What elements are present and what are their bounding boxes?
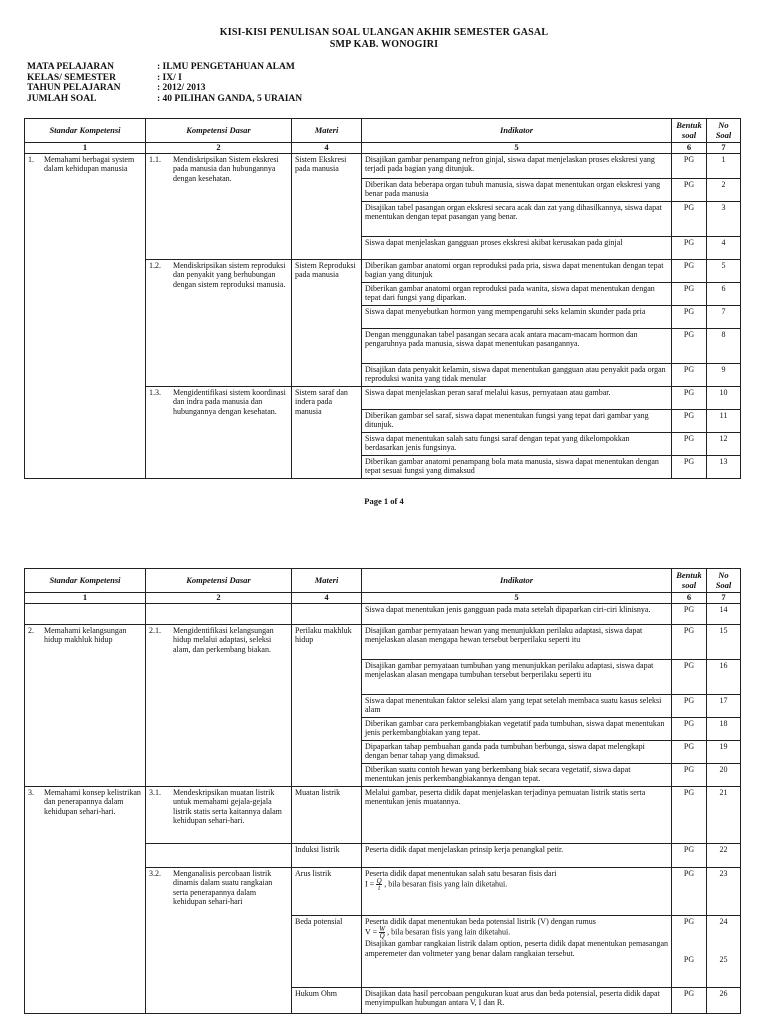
- kd-cell: [146, 868, 292, 1014]
- kd-cell: [146, 625, 292, 787]
- bentuk-cell: PG: [672, 433, 707, 456]
- meta-row: [27, 62, 302, 73]
- sk-num: 3.: [28, 788, 34, 797]
- indikator-cell: Diberikan gambar sel saraf, siswa dapat menentukan fungsi yang tepat dari gambar yang ditunjuk.: [362, 410, 672, 433]
- no-cell: [707, 916, 741, 988]
- doc-title-line2: SMP KAB. WONOGIRI: [329, 39, 439, 50]
- bentuk-cell: PG: [672, 410, 707, 433]
- fraction: [379, 926, 385, 939]
- sk-cell: [25, 625, 146, 787]
- kd-text: Mengidentifikasi kelangsungan hidup melalui adaptasi, seleksi alam, dan perkembang biakan.: [173, 626, 274, 654]
- col-sk: Standar Kompetensi: [25, 569, 146, 593]
- table-row: [25, 604, 741, 625]
- indikator-cell: Siswa dapat menentukan jenis gangguan pada mata setelah dipaparkan ciri-ciri klinisnya.: [362, 604, 672, 625]
- table-row: [25, 154, 741, 179]
- bentuk-cell: PG: [672, 202, 707, 237]
- meta-key: MATA PELAJARAN: [27, 62, 114, 72]
- column-number-row: [25, 143, 741, 154]
- kd-text: Mendeskripsikan muatan listrik untuk memahami gejala-gejala listrik statis serta kaitannya dalam kehidupan sehari-hari.: [173, 788, 282, 826]
- materi-cell: Muatan listrik: [292, 787, 362, 844]
- no-cell: 7: [707, 306, 741, 329]
- indikator-cell: Dengan menggunakan tabel pasangan secara acak antara macam-macam hormon dan pengaruhnya pada manusia, siswa dapat menentukan pasangannya.: [362, 329, 672, 364]
- kd-num: 3.2.: [149, 869, 161, 878]
- materi-cell: Sistem Reproduksi pada manusia: [292, 260, 362, 387]
- indikator-text: Peserta didik dapat menentukan beda potensial listrik (V) dengan rumus: [365, 917, 596, 926]
- bentuk-cell: PG: [672, 844, 707, 868]
- kd-cell: [146, 387, 292, 479]
- kd-cell: [146, 260, 292, 387]
- no-cell: 6: [707, 283, 741, 306]
- bentuk-cell: PG: [672, 283, 707, 306]
- bentuk-cell: PG: [672, 868, 707, 916]
- no-cell: 17: [707, 695, 741, 718]
- indikator-cell: Siswa dapat menyebutkan hormon yang mempengaruhi seks kelamin skunder pada pria: [362, 306, 672, 329]
- meta-value: : ILMU PENGETAHUAN ALAM: [157, 62, 295, 72]
- no-cell: 14: [707, 604, 741, 625]
- frac-bottom: Q: [379, 932, 385, 941]
- meta-row: [27, 83, 302, 94]
- kd-num: 1.2.: [149, 261, 161, 270]
- column-number-row: [25, 593, 741, 604]
- fraction: [376, 878, 382, 891]
- sk-num: 1.: [28, 155, 34, 164]
- kd-text: Mendiskripsikan sistem reproduksi dan penyakit yang berhubungan dengan sistem reproduksi manusia.: [173, 261, 286, 289]
- no-cell: 11: [707, 410, 741, 433]
- colnum: 7: [707, 143, 741, 154]
- bentuk-cell: PG: [672, 764, 707, 787]
- materi-cell: Arus listrik: [292, 868, 362, 916]
- colnum: 6: [672, 143, 707, 154]
- no-cell: 15: [707, 625, 741, 660]
- bentuk-cell: PG: [672, 787, 707, 844]
- kd-text: Mendiskripsikan Sistem ekskresi pada manusia dan hubungannya dengan kesehatan.: [173, 155, 279, 183]
- kd-num: 3.1.: [149, 788, 161, 797]
- indikator-cell: [362, 868, 672, 916]
- bentuk-cell: PG: [672, 695, 707, 718]
- sk-cell: [25, 787, 146, 1014]
- bentuk-cell: PG: [672, 364, 707, 387]
- colnum: 4: [292, 143, 362, 154]
- indikator-cell: Disajikan gambar pernyataan tumbuhan yang menunjukkan perilaku adaptasi, siswa dapat menjelaskan alasan mengapa tumbuhan tersebut berperilaku seperti itu: [362, 660, 672, 695]
- meta-key: JUMLAH SOAL: [27, 93, 97, 104]
- kd-num: 1.3.: [149, 388, 161, 397]
- col-no: No Soal: [707, 569, 741, 593]
- bentuk-cell: PG: [672, 306, 707, 329]
- colnum: 6: [672, 593, 707, 604]
- formula-lhs: V =: [365, 927, 378, 937]
- no-cell: 20: [707, 764, 741, 787]
- table-header-row: [25, 569, 741, 593]
- meta-value: : IX/ I: [157, 72, 182, 83]
- indikator-text: Peserta didik dapat menentukan salah satu besaran fisis dari: [365, 869, 557, 878]
- indikator-cell: Diberikan gambar cara perkembangbiakan vegetatif pada tumbuhan, siswa dapat menentukan jenis perkembangbiakan yang tepat.: [362, 718, 672, 741]
- no-cell: 21: [707, 787, 741, 844]
- col-no: No Soal: [707, 119, 741, 143]
- kd-cell: [146, 154, 292, 260]
- bentuk-cell: PG: [672, 604, 707, 625]
- bentuk-cell: PG: [672, 660, 707, 695]
- no-cell: 22: [707, 844, 741, 868]
- kd-cell: [146, 787, 292, 844]
- meta-value: : 2012/ 2013: [157, 83, 206, 93]
- sk-cell: [25, 604, 146, 625]
- bentuk-cell: [672, 916, 707, 988]
- colnum: 2: [146, 593, 292, 604]
- bentuk-cell: PG: [672, 154, 707, 179]
- page-footer: Page 1 of 4: [364, 496, 404, 506]
- col-materi: Materi: [292, 119, 362, 143]
- indikator-cell: Diberikan suatu contoh hewan yang berkembang biak secara vegetatif, siswa dapat menentukan jenis perkembangbiakannya dengan tepat.: [362, 764, 672, 787]
- kd-num: 1.1.: [149, 155, 161, 164]
- no-cell: 26: [707, 988, 741, 1014]
- materi-cell: Hukum Ohm: [292, 988, 362, 1014]
- no-cell: 10: [707, 387, 741, 410]
- colnum: 2: [146, 143, 292, 154]
- col-indikator: Indikator: [362, 569, 672, 593]
- bentuk-value: PG: [683, 954, 695, 964]
- frac-bottom: t: [376, 884, 382, 891]
- indikator-cell: Siswa dapat menentukan salah satu fungsi saraf dengan tepat yang dikelompokkan berdasarkan jenis fungsinya.: [362, 433, 672, 456]
- col-bentuk: Bentuk soal: [672, 119, 707, 143]
- bentuk-cell: PG: [672, 237, 707, 260]
- indikator-text: , bila besaran fisis yang lain diketahui.: [387, 927, 511, 937]
- meta-key: TAHUN PELAJARAN: [27, 83, 121, 93]
- bentuk-cell: PG: [672, 625, 707, 660]
- indikator-text: , bila besaran fisis yang lain diketahui.: [384, 879, 508, 889]
- kisi-table-page1: [24, 118, 741, 479]
- sk-text: Memahami berbagai system dalam kehidupan manusia: [44, 155, 135, 174]
- indikator-cell: Disajikan tabel pasangan organ ekskresi secara acak dan zat yang dihasilkannya, siswa dapat menentukan dengan tepat pasangan yang benar.: [362, 202, 672, 237]
- doc-title-line1: KISI-KISI PENULISAN SOAL ULANGAN AKHIR SEMESTER GASAL: [219, 27, 549, 38]
- bentuk-cell: PG: [672, 718, 707, 741]
- table-row: [25, 787, 741, 844]
- no-cell: 19: [707, 741, 741, 764]
- kisi-table-page2: [24, 568, 741, 1014]
- no-cell: 16: [707, 660, 741, 695]
- frac-top: W: [379, 925, 386, 934]
- kd-num: 2.1.: [149, 626, 161, 635]
- materi-cell: Beda potensial: [292, 916, 362, 988]
- meta-row: [27, 94, 302, 105]
- col-sk: Standar Kompetensi: [25, 119, 146, 143]
- sk-num: 2.: [28, 626, 34, 635]
- bentuk-cell: PG: [672, 179, 707, 202]
- no-cell: 2: [707, 179, 741, 202]
- indikator-text: Disajikan gambar rangkaian listrik dalam option, peserta didik dapat menentukan pemasangan amperemeter dan voltmeter yang benar dalam rangkaian tersebut.: [365, 939, 668, 958]
- indikator-cell: Disajikan gambar pernyataan hewan yang menunjukkan perilaku adaptasi, siswa dapat menjelaskan alasan mengapa hewan tersebut berperilaku seperti itu: [362, 625, 672, 660]
- bentuk-cell: PG: [672, 456, 707, 479]
- no-value: 24: [719, 917, 728, 926]
- colnum: 1: [25, 593, 146, 604]
- no-cell: 3: [707, 202, 741, 237]
- indikator-cell: Diberikan data beberapa organ tubuh manusia, siswa dapat menentukan organ ekskresi yang benar pada manusia: [362, 179, 672, 202]
- no-cell: 23: [707, 868, 741, 916]
- formula-lhs: I =: [365, 879, 375, 889]
- materi-cell: Perilaku makhluk hidup: [292, 625, 362, 787]
- sk-text: Memahami konsep kelistrikan dan penerapannya dalam kehidupan sehari-hari.: [44, 788, 141, 816]
- colnum: 5: [362, 593, 672, 604]
- meta-value: : 40 PILIHAN GANDA, 5 URAIAN: [157, 93, 303, 104]
- col-bentuk: Bentuk soal: [672, 569, 707, 593]
- kd-text: Menganalisis percobaan listrik dinamis dalam suatu rangkaian serta penerapannya dalam kehidupan sehari-hari: [173, 869, 273, 907]
- frac-top: Q: [376, 877, 382, 886]
- colnum: 5: [362, 143, 672, 154]
- table-row: [25, 625, 741, 660]
- no-cell: 12: [707, 433, 741, 456]
- materi-cell: [292, 604, 362, 625]
- col-indikator: Indikator: [362, 119, 672, 143]
- colnum: 1: [25, 143, 146, 154]
- indikator-cell: Disajikan gambar penampang nefron ginjal, siswa dapat menjelaskan proses ekskresi yang terjadi pada bagian yang ditunjuk.: [362, 154, 672, 179]
- bentuk-cell: PG: [672, 387, 707, 410]
- col-materi: Materi: [292, 569, 362, 593]
- indikator-cell: Disajikan data hasil percobaan pengukuran kuat arus dan beda potensial, peserta didik dapat menyimpulkan hubungan antara V, I dan R.: [362, 988, 672, 1014]
- no-cell: 1: [707, 154, 741, 179]
- bentuk-cell: PG: [672, 329, 707, 364]
- materi-cell: Induksi listrik: [292, 844, 362, 868]
- sk-cell: [25, 154, 146, 479]
- no-cell: 13: [707, 456, 741, 479]
- col-kd: Kompetensi Dasar: [146, 119, 292, 143]
- bentuk-cell: PG: [672, 988, 707, 1014]
- indikator-cell: Disajikan data penyakit kelamin, siswa dapat menentukan gangguan atau penyakit pada organ reproduksi wanita yang tidak menular: [362, 364, 672, 387]
- bentuk-value: PG: [683, 917, 695, 926]
- indikator-cell: Siswa dapat menjelaskan gangguan proses ekskresi akibat kerusakan pada ginjal: [362, 237, 672, 260]
- indikator-cell: Diberikan gambar anatomi organ reproduksi pada wanita, siswa dapat menentukan dengan tepat dari fungsi yang diparkan.: [362, 283, 672, 306]
- indikator-cell: Siswa dapat menentukan faktor seleksi alam yang tepat setelah membaca suatu kasus seleksi alam: [362, 695, 672, 718]
- indikator-cell: [362, 916, 672, 988]
- colnum: 7: [707, 593, 741, 604]
- materi-cell: Sistem saraf dan indera pada manusia: [292, 387, 362, 479]
- kd-cell: [146, 844, 292, 868]
- no-cell: 18: [707, 718, 741, 741]
- kd-text: Mengidentifikasi sistem koordinasi dan indra pada manusia dan hubungannya dengan kesehatan.: [173, 388, 286, 416]
- bentuk-cell: PG: [672, 741, 707, 764]
- indikator-cell: Diberikan gambar anatomi organ reproduksi pada pria, siswa dapat menentukan dengan tepat bagian yang ditunjuk: [362, 260, 672, 283]
- meta-row: [27, 73, 302, 84]
- no-cell: 4: [707, 237, 741, 260]
- indikator-cell: Peserta didik dapat menjelaskan prinsip kerja penangkal petir.: [362, 844, 672, 868]
- bentuk-cell: PG: [672, 260, 707, 283]
- table-header-row: [25, 119, 741, 143]
- colnum: 4: [292, 593, 362, 604]
- indikator-cell: Melalui gambar, peserta didik dapat menjelaskan terjadinya pemuatan listrik statis serta menentukan jenis muatannya.: [362, 787, 672, 844]
- meta-block: [27, 62, 302, 104]
- materi-cell: Sistem Ekskresi pada manusia: [292, 154, 362, 260]
- no-value: 25: [719, 954, 728, 964]
- col-kd: Kompetensi Dasar: [146, 569, 292, 593]
- indikator-cell: Dipaparkan tahap pembuahan ganda pada tumbuhan berbunga, siswa dapat melengkapi dengan benar tahap yang dimaksud.: [362, 741, 672, 764]
- sk-text: Memahami kelangsungan hidup makhluk hidup: [44, 626, 127, 645]
- kd-cell: [146, 604, 292, 625]
- no-cell: 8: [707, 329, 741, 364]
- no-cell: 9: [707, 364, 741, 387]
- indikator-cell: Siswa dapat menjelaskan peran saraf melalui kasus, pernyataan atau gambar.: [362, 387, 672, 410]
- no-cell: 5: [707, 260, 741, 283]
- indikator-cell: Diberikan gambar anatomi penampang bola mata manusia, siswa dapat menentukan dengan tepat sesuai fungsi yang dimaksud: [362, 456, 672, 479]
- meta-key: KELAS/ SEMESTER: [27, 72, 116, 83]
